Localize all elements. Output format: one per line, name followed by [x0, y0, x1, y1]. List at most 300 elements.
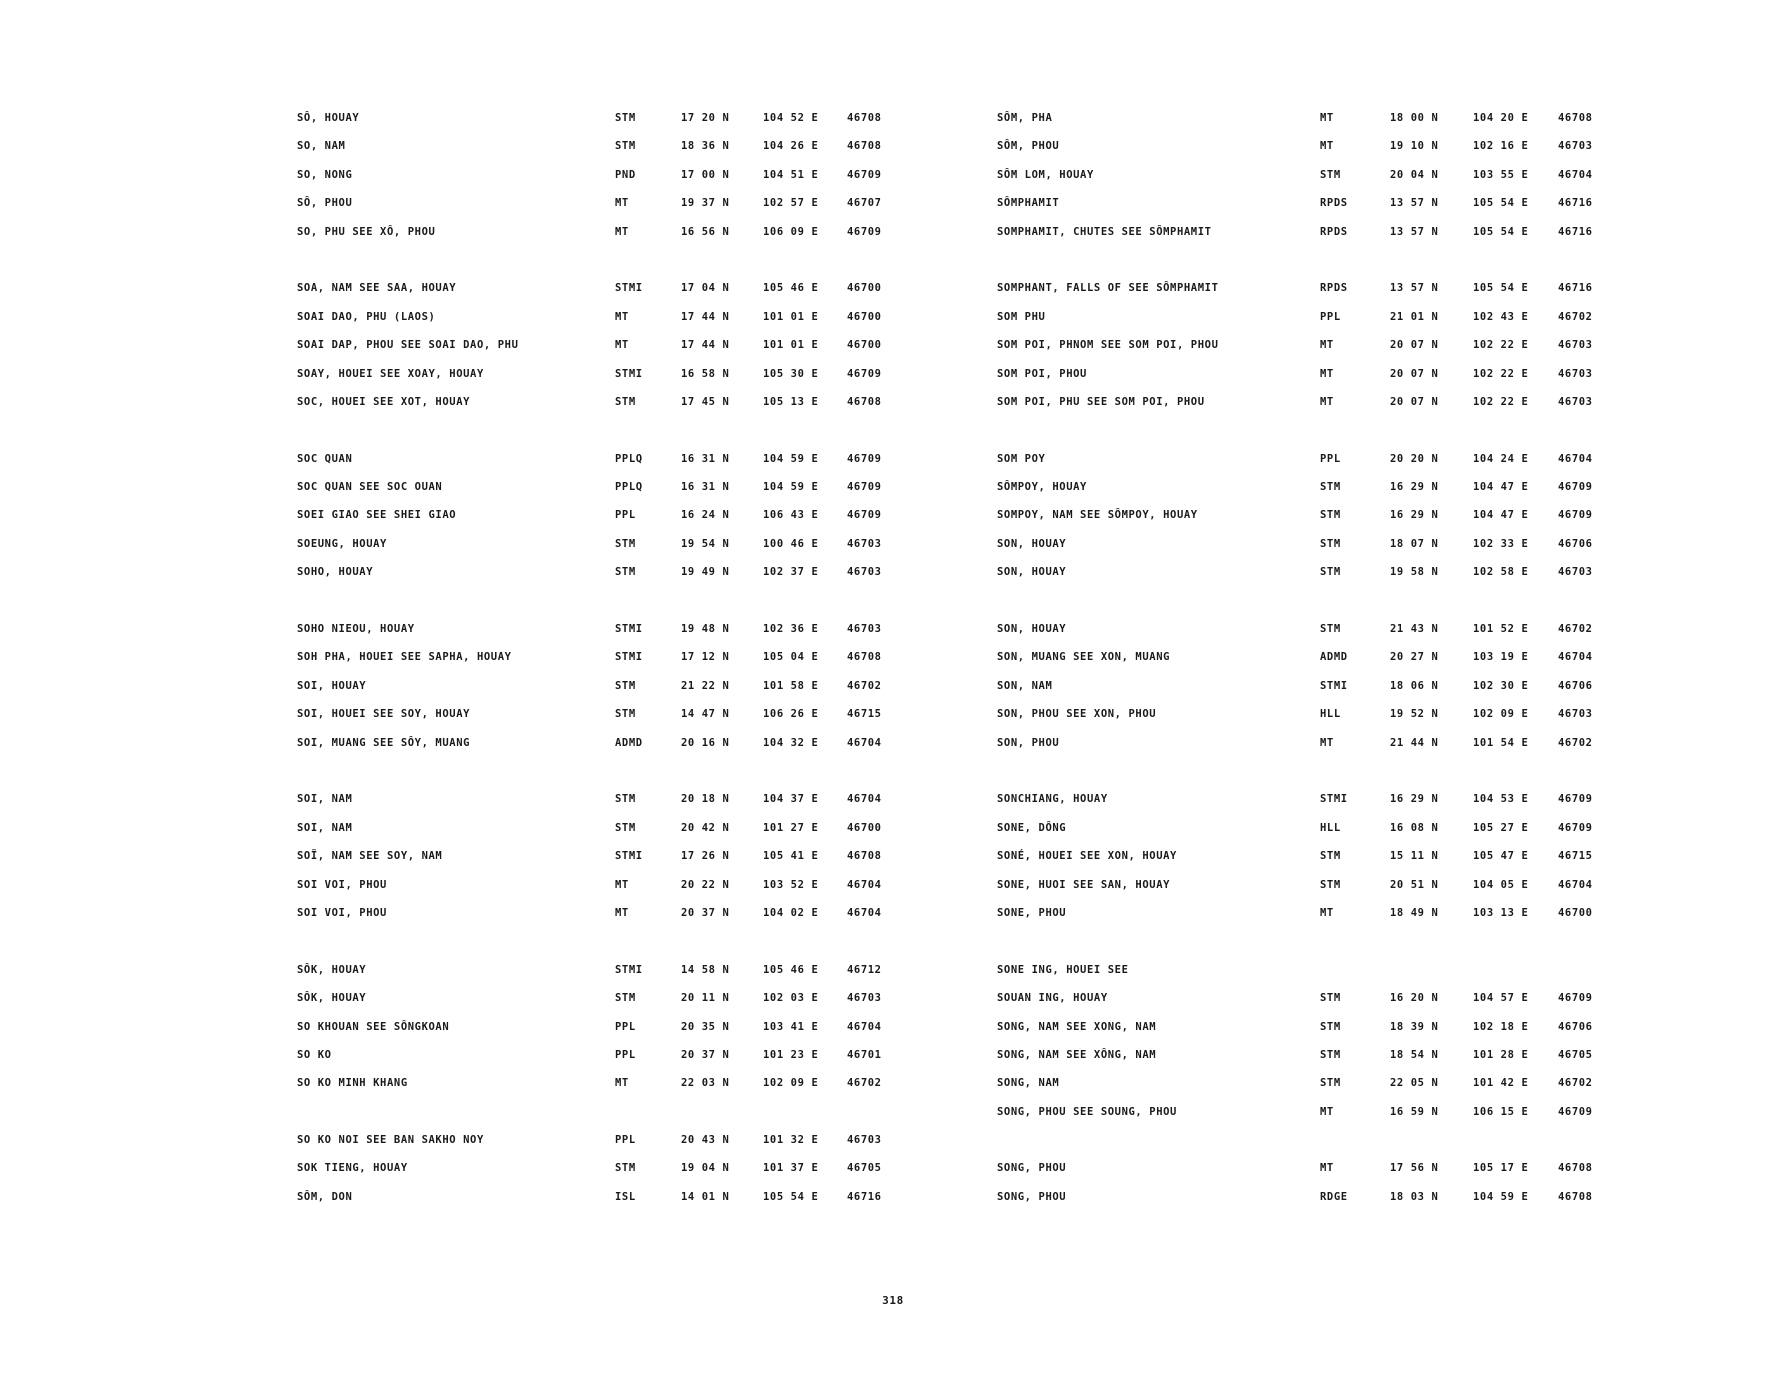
entry-feature-type: STMI	[615, 963, 643, 976]
entry-longitude: 101 01 E	[763, 310, 819, 323]
entry-feature-type: STM	[615, 992, 636, 1005]
gazetteer-entry	[297, 509, 907, 537]
entry-feature-type: MT	[615, 339, 629, 352]
entry-longitude: 101 01 E	[763, 339, 819, 352]
entry-map-sheet: 46703	[1558, 367, 1593, 380]
entry-latitude: 16 56 N	[681, 225, 730, 238]
entry-name: SONE ING, HOUEI SEE	[997, 963, 1129, 976]
entry-feature-type: STM	[615, 821, 636, 834]
entry-longitude: 101 28 E	[1473, 1048, 1529, 1061]
gazetteer-entry	[297, 169, 907, 197]
entry-latitude: 22 05 N	[1390, 1077, 1439, 1090]
entry-map-sheet: 46700	[1558, 906, 1593, 919]
entry-latitude: 20 20 N	[1390, 452, 1439, 465]
entry-feature-type: STM	[1320, 1048, 1341, 1061]
entry-map-sheet: 46700	[847, 310, 882, 323]
entry-feature-type: STMI	[615, 651, 643, 664]
entry-map-sheet: 46704	[1558, 452, 1593, 465]
entry-map-sheet: 46705	[1558, 1048, 1593, 1061]
entry-feature-type: STMI	[615, 282, 643, 295]
entry-longitude: 101 54 E	[1473, 736, 1529, 749]
entry-longitude: 104 47 E	[1473, 481, 1529, 494]
entry-map-sheet: 46703	[847, 992, 882, 1005]
entry-latitude: 19 54 N	[681, 537, 730, 550]
entry-map-sheet: 46708	[847, 112, 882, 124]
entry-longitude: 105 54 E	[763, 1190, 819, 1203]
entry-latitude: 14 58 N	[681, 963, 730, 976]
gazetteer-entry	[997, 651, 1617, 679]
entry-feature-type: MT	[615, 225, 629, 238]
entry-latitude: 14 01 N	[681, 1190, 730, 1203]
entry-map-sheet: 46716	[1558, 225, 1593, 238]
gazetteer-entry	[997, 992, 1617, 1020]
entry-name: SO, PHU SEE XÔ, PHOU	[297, 225, 436, 238]
entry-longitude: 104 59 E	[763, 452, 819, 465]
entry-longitude: 102 33 E	[1473, 537, 1529, 550]
entry-name: SOH PHA, HOUEI SEE SAPHA, HOUAY	[297, 651, 512, 664]
row-spacer	[997, 1134, 1617, 1162]
entry-latitude: 21 22 N	[681, 679, 730, 692]
entry-name: SOUAN ING, HOUAY	[997, 992, 1108, 1005]
entry-name: SOI, NAM	[297, 793, 353, 806]
entry-name: SÔM, PHOU	[997, 140, 1060, 153]
entry-name: SOI VOI, PHOU	[297, 906, 387, 919]
entry-map-sheet: 46704	[847, 906, 882, 919]
entry-latitude: 20 11 N	[681, 992, 730, 1005]
row-spacer	[297, 595, 907, 623]
entry-name: SOÏ, NAM SEE SOY, NAM	[297, 850, 443, 863]
entry-longitude: 102 36 E	[763, 623, 819, 636]
entry-feature-type: ISL	[615, 1190, 636, 1203]
entry-latitude: 18 07 N	[1390, 537, 1439, 550]
entry-longitude: 104 52 E	[763, 112, 819, 124]
gazetteer-entry	[297, 708, 907, 736]
entry-map-sheet: 46704	[847, 736, 882, 749]
entry-longitude: 102 30 E	[1473, 679, 1529, 692]
gazetteer-entry	[297, 1191, 907, 1219]
entry-longitude: 105 47 E	[1473, 850, 1529, 863]
gazetteer-entry	[297, 651, 907, 679]
entry-longitude: 102 22 E	[1473, 367, 1529, 380]
entry-name: SOC, HOUEI SEE XOT, HOUAY	[297, 395, 471, 408]
entry-latitude: 17 12 N	[681, 651, 730, 664]
entry-map-sheet: 46709	[1558, 793, 1593, 806]
entry-name: SO, NONG	[297, 168, 353, 181]
row-spacer	[297, 1106, 907, 1134]
entry-name: SOI, NAM	[297, 821, 353, 834]
entry-map-sheet: 46704	[1558, 651, 1593, 664]
entry-feature-type: RDGE	[1320, 1190, 1348, 1203]
gazetteer-entry	[997, 282, 1617, 310]
entry-longitude: 104 05 E	[1473, 878, 1529, 891]
entry-map-sheet: 46700	[847, 282, 882, 295]
gazetteer-entry	[997, 1077, 1617, 1105]
entry-name: SOAI DAO, PHU (LAOS)	[297, 310, 436, 323]
entry-latitude: 13 57 N	[1390, 282, 1439, 295]
entry-name: SONG, PHOU	[997, 1190, 1067, 1203]
entry-feature-type: MT	[615, 197, 629, 210]
entry-map-sheet: 46700	[847, 339, 882, 352]
entry-longitude: 102 16 E	[1473, 140, 1529, 153]
entry-longitude: 101 42 E	[1473, 1077, 1529, 1090]
entry-name: SON, MUANG SEE XON, MUANG	[997, 651, 1171, 664]
entry-feature-type: STM	[615, 679, 636, 692]
entry-longitude: 103 55 E	[1473, 168, 1529, 181]
entry-name: SONCHIANG, HOUAY	[997, 793, 1108, 806]
gazetteer-entry	[297, 1162, 907, 1190]
entry-map-sheet: 46716	[847, 1190, 882, 1203]
gazetteer-entry	[997, 112, 1617, 140]
entry-name: SONG, NAM	[997, 1077, 1060, 1090]
gazetteer-entry	[997, 339, 1617, 367]
entry-feature-type: PPL	[615, 509, 636, 522]
entry-feature-type: STM	[1320, 623, 1341, 636]
entry-longitude: 106 43 E	[763, 509, 819, 522]
entry-feature-type: STM	[1320, 850, 1341, 863]
entry-name: SOHO NIEOU, HOUAY	[297, 623, 415, 636]
entry-latitude: 16 29 N	[1390, 509, 1439, 522]
entry-map-sheet: 46709	[1558, 509, 1593, 522]
entry-map-sheet: 46709	[847, 509, 882, 522]
gazetteer-entry	[297, 396, 907, 424]
entry-longitude: 103 19 E	[1473, 651, 1529, 664]
gazetteer-entry	[297, 992, 907, 1020]
entry-map-sheet: 46708	[847, 395, 882, 408]
entry-longitude: 105 17 E	[1473, 1162, 1529, 1175]
gazetteer-entry	[297, 623, 907, 651]
entry-longitude: 106 15 E	[1473, 1105, 1529, 1118]
entry-latitude: 17 45 N	[681, 395, 730, 408]
entry-latitude: 20 27 N	[1390, 651, 1439, 664]
entry-name: SON, HOUAY	[997, 537, 1067, 550]
entry-latitude: 20 37 N	[681, 1048, 730, 1061]
entry-map-sheet: 46708	[1558, 112, 1593, 124]
gazetteer-entry	[997, 453, 1617, 481]
entry-map-sheet: 46702	[1558, 310, 1593, 323]
entry-name: SO KO NOI SEE BAN SAKHO NOY	[297, 1134, 484, 1147]
entry-map-sheet: 46708	[1558, 1190, 1593, 1203]
entry-feature-type: ADMD	[615, 736, 643, 749]
gazetteer-entry	[997, 822, 1617, 850]
entry-longitude: 105 54 E	[1473, 197, 1529, 210]
entry-feature-type: STM	[1320, 481, 1341, 494]
entry-latitude: 16 20 N	[1390, 992, 1439, 1005]
gazetteer-entry	[997, 538, 1617, 566]
entry-feature-type: MT	[1320, 1162, 1334, 1175]
entry-latitude: 16 59 N	[1390, 1105, 1439, 1118]
entry-feature-type: PPL	[1320, 452, 1341, 465]
entry-name: SOM POI, PHU SEE SOM POI, PHOU	[997, 395, 1205, 408]
gazetteer-entry	[297, 793, 907, 821]
entry-longitude: 105 27 E	[1473, 821, 1529, 834]
entry-latitude: 16 31 N	[681, 452, 730, 465]
entry-latitude: 20 51 N	[1390, 878, 1439, 891]
entry-longitude: 101 27 E	[763, 821, 819, 834]
gazetteer-entry	[997, 197, 1617, 225]
entry-longitude: 104 37 E	[763, 793, 819, 806]
entry-latitude: 17 56 N	[1390, 1162, 1439, 1175]
entry-feature-type: MT	[1320, 339, 1334, 352]
entry-latitude: 17 26 N	[681, 850, 730, 863]
gazetteer-entry	[297, 566, 907, 594]
entry-longitude: 101 37 E	[763, 1162, 819, 1175]
gazetteer-entry	[297, 850, 907, 878]
entry-longitude: 106 09 E	[763, 225, 819, 238]
entry-map-sheet: 46703	[1558, 566, 1593, 579]
entry-longitude: 104 57 E	[1473, 992, 1529, 1005]
entry-latitude: 18 03 N	[1390, 1190, 1439, 1203]
entry-feature-type: STMI	[615, 623, 643, 636]
entry-feature-type: PPL	[1320, 310, 1341, 323]
entry-latitude: 20 37 N	[681, 906, 730, 919]
entry-latitude: 20 07 N	[1390, 339, 1439, 352]
gazetteer-entry	[997, 1021, 1617, 1049]
entry-longitude: 101 52 E	[1473, 623, 1529, 636]
entry-latitude: 21 43 N	[1390, 623, 1439, 636]
entry-name: SOMPHANT, FALLS OF SEE SÔMPHAMIT	[997, 282, 1219, 295]
entry-feature-type: STM	[1320, 537, 1341, 550]
gazetteer-entry	[997, 509, 1617, 537]
entry-longitude: 106 26 E	[763, 708, 819, 721]
entry-name: SONG, NAM SEE XONG, NAM	[997, 1020, 1157, 1033]
entry-map-sheet: 46703	[1558, 708, 1593, 721]
entry-longitude: 104 32 E	[763, 736, 819, 749]
gazetteer-entry	[997, 737, 1617, 765]
entry-name: SOI, MUANG SEE SÔY, MUANG	[297, 736, 471, 749]
row-spacer	[997, 765, 1617, 793]
entry-name: SOK TIENG, HOUAY	[297, 1162, 408, 1175]
entry-longitude: 105 54 E	[1473, 282, 1529, 295]
entry-latitude: 20 07 N	[1390, 395, 1439, 408]
entry-name: SOM PHU	[997, 310, 1046, 323]
entry-latitude: 17 44 N	[681, 339, 730, 352]
entry-map-sheet: 46702	[1558, 623, 1593, 636]
gazetteer-entry	[297, 197, 907, 225]
entry-feature-type: STM	[615, 566, 636, 579]
entry-name: SÔ, PHOU	[297, 197, 353, 210]
entry-name: SONE, HUOI SEE SAN, HOUAY	[997, 878, 1171, 891]
entry-feature-type: PPLQ	[615, 481, 643, 494]
entry-name: SO KO MINH KHANG	[297, 1077, 408, 1090]
entry-longitude: 102 09 E	[763, 1077, 819, 1090]
entry-longitude: 105 13 E	[763, 395, 819, 408]
entry-map-sheet: 46704	[847, 1020, 882, 1033]
entry-feature-type: MT	[615, 310, 629, 323]
entry-feature-type: PND	[615, 168, 636, 181]
entry-latitude: 17 04 N	[681, 282, 730, 295]
entry-name: SOI, HOUEI SEE SOY, HOUAY	[297, 708, 471, 721]
entry-name: SÔM, PHA	[997, 112, 1053, 124]
entry-longitude: 102 03 E	[763, 992, 819, 1005]
entry-latitude: 20 16 N	[681, 736, 730, 749]
row-spacer	[997, 424, 1617, 452]
entry-feature-type: MT	[1320, 736, 1334, 749]
entry-map-sheet: 46700	[847, 821, 882, 834]
entry-latitude: 18 36 N	[681, 140, 730, 153]
entry-map-sheet: 46702	[1558, 736, 1593, 749]
gazetteer-entry	[297, 822, 907, 850]
entry-map-sheet: 46709	[1558, 481, 1593, 494]
entry-name: SON, PHOU	[997, 736, 1060, 749]
entry-map-sheet: 46703	[1558, 140, 1593, 153]
gazetteer-entry	[297, 1049, 907, 1077]
entry-longitude: 104 24 E	[1473, 452, 1529, 465]
gazetteer-entry	[997, 907, 1617, 935]
entry-feature-type: STM	[1320, 878, 1341, 891]
entry-map-sheet: 46715	[1558, 850, 1593, 863]
entry-latitude: 13 57 N	[1390, 197, 1439, 210]
entry-latitude: 19 37 N	[681, 197, 730, 210]
entry-map-sheet: 46708	[847, 140, 882, 153]
entry-map-sheet: 46703	[847, 1134, 882, 1147]
gazetteer-entry	[297, 1021, 907, 1049]
gazetteer-entry	[297, 964, 907, 992]
entry-latitude: 20 42 N	[681, 821, 730, 834]
entry-name: SON, NAM	[997, 679, 1053, 692]
entry-name: SONG, PHOU	[997, 1162, 1067, 1175]
entry-longitude: 104 59 E	[1473, 1190, 1529, 1203]
row-spacer	[297, 765, 907, 793]
entry-name: SONG, NAM SEE XÔNG, NAM	[997, 1048, 1157, 1061]
row-spacer	[297, 935, 907, 963]
entry-longitude: 102 09 E	[1473, 708, 1529, 721]
entry-feature-type: STM	[1320, 566, 1341, 579]
entry-latitude: 18 54 N	[1390, 1048, 1439, 1061]
entry-longitude: 104 02 E	[763, 906, 819, 919]
entry-longitude: 104 53 E	[1473, 793, 1529, 806]
gazetteer-entry	[297, 1134, 907, 1162]
entry-feature-type: STM	[615, 1162, 636, 1175]
gazetteer-entry	[997, 481, 1617, 509]
entry-latitude: 20 43 N	[681, 1134, 730, 1147]
gazetteer-entry	[297, 907, 907, 935]
entry-map-sheet: 46702	[847, 679, 882, 692]
entry-feature-type: ADMD	[1320, 651, 1348, 664]
gazetteer-entry	[997, 226, 1617, 254]
entry-name: SOEI GIAO SEE SHEI GIAO	[297, 509, 457, 522]
gazetteer-entry	[297, 339, 907, 367]
entry-longitude: 105 46 E	[763, 963, 819, 976]
entry-longitude: 105 46 E	[763, 282, 819, 295]
entry-map-sheet: 46709	[847, 481, 882, 494]
entry-map-sheet: 46702	[847, 1077, 882, 1090]
row-spacer	[997, 595, 1617, 623]
gazetteer-entry	[997, 1162, 1617, 1190]
entry-feature-type: MT	[615, 906, 629, 919]
gazetteer-entry	[297, 140, 907, 168]
gazetteer-entry	[997, 1049, 1617, 1077]
entry-feature-type: PPLQ	[615, 452, 643, 465]
entry-feature-type: MT	[1320, 140, 1334, 153]
gazetteer-entry	[997, 850, 1617, 878]
entry-map-sheet: 46703	[1558, 339, 1593, 352]
entry-latitude: 13 57 N	[1390, 225, 1439, 238]
row-spacer	[997, 935, 1617, 963]
entry-latitude: 20 18 N	[681, 793, 730, 806]
entry-feature-type: PPL	[615, 1048, 636, 1061]
gazetteer-entry	[997, 368, 1617, 396]
entry-feature-type: MT	[1320, 1105, 1334, 1118]
entry-map-sheet: 46703	[847, 623, 882, 636]
gazetteer-entry	[997, 708, 1617, 736]
entry-map-sheet: 46709	[1558, 1105, 1593, 1118]
entry-map-sheet: 46709	[847, 225, 882, 238]
gazetteer-entry	[297, 481, 907, 509]
entry-name: SOI, HOUAY	[297, 679, 367, 692]
entry-name: SOM POI, PHOU	[997, 367, 1087, 380]
entry-feature-type: STM	[615, 140, 636, 153]
entry-longitude: 102 43 E	[1473, 310, 1529, 323]
entry-longitude: 104 51 E	[763, 168, 819, 181]
entry-map-sheet: 46709	[847, 452, 882, 465]
gazetteer-entry	[297, 879, 907, 907]
entry-latitude: 16 29 N	[1390, 793, 1439, 806]
entry-name: SOMPHAMIT, CHUTES SEE SÔMPHAMIT	[997, 225, 1212, 238]
entry-latitude: 14 47 N	[681, 708, 730, 721]
entry-map-sheet: 46709	[1558, 821, 1593, 834]
entry-map-sheet: 46704	[1558, 168, 1593, 181]
entry-map-sheet: 46716	[1558, 197, 1593, 210]
entry-longitude: 103 13 E	[1473, 906, 1529, 919]
entry-latitude: 19 52 N	[1390, 708, 1439, 721]
right-column	[997, 112, 1617, 1219]
entry-longitude: 103 41 E	[763, 1020, 819, 1033]
entry-map-sheet: 46703	[847, 537, 882, 550]
gazetteer-entry	[297, 112, 907, 140]
entry-feature-type: STM	[615, 708, 636, 721]
entry-name: SONG, PHOU SEE SOUNG, PHOU	[997, 1105, 1177, 1118]
entry-feature-type: MT	[1320, 112, 1334, 124]
entry-name: SOAI DAP, PHOU SEE SOAI DAO, PHU	[297, 339, 519, 352]
entry-name: SO KHOUAN SEE SÔNGKOAN	[297, 1020, 450, 1033]
entry-feature-type: STM	[615, 112, 636, 124]
page-number: 318	[882, 1294, 904, 1307]
entry-longitude: 104 59 E	[763, 481, 819, 494]
gazetteer-entry	[297, 226, 907, 254]
entry-map-sheet: 46702	[1558, 1077, 1593, 1090]
entry-name: SOAY, HOUEI SEE XOAY, HOUAY	[297, 367, 484, 380]
entry-longitude: 102 37 E	[763, 566, 819, 579]
gazetteer-entry	[297, 1077, 907, 1105]
row-spacer	[297, 424, 907, 452]
entry-longitude: 105 30 E	[763, 367, 819, 380]
gazetteer-entry	[997, 879, 1617, 907]
entry-feature-type: MT	[1320, 395, 1334, 408]
entry-feature-type: STM	[615, 793, 636, 806]
entry-name: SÔM LOM, HOUAY	[997, 168, 1094, 181]
entry-map-sheet: 46716	[1558, 282, 1593, 295]
entry-map-sheet: 46706	[1558, 679, 1593, 692]
entry-latitude: 16 29 N	[1390, 481, 1439, 494]
entry-name: SONÉ, HOUEI SEE XON, HOUAY	[997, 850, 1177, 863]
entry-longitude: 101 58 E	[763, 679, 819, 692]
entry-map-sheet: 46703	[847, 566, 882, 579]
entry-longitude: 105 04 E	[763, 651, 819, 664]
entry-name: SOMPOY, NAM SEE SÔMPOY, HOUAY	[997, 509, 1198, 522]
entry-name: SOHO, HOUAY	[297, 566, 374, 579]
entry-name: SO KO	[297, 1048, 332, 1061]
entry-longitude: 101 23 E	[763, 1048, 819, 1061]
gazetteer-entry	[997, 964, 1617, 992]
entry-latitude: 22 03 N	[681, 1077, 730, 1090]
entry-latitude: 21 01 N	[1390, 310, 1439, 323]
entry-map-sheet: 46709	[847, 367, 882, 380]
entry-feature-type: RPDS	[1320, 197, 1348, 210]
gazetteer-entry	[997, 623, 1617, 651]
entry-latitude: 21 44 N	[1390, 736, 1439, 749]
entry-latitude: 20 22 N	[681, 878, 730, 891]
entry-longitude: 100 46 E	[763, 537, 819, 550]
